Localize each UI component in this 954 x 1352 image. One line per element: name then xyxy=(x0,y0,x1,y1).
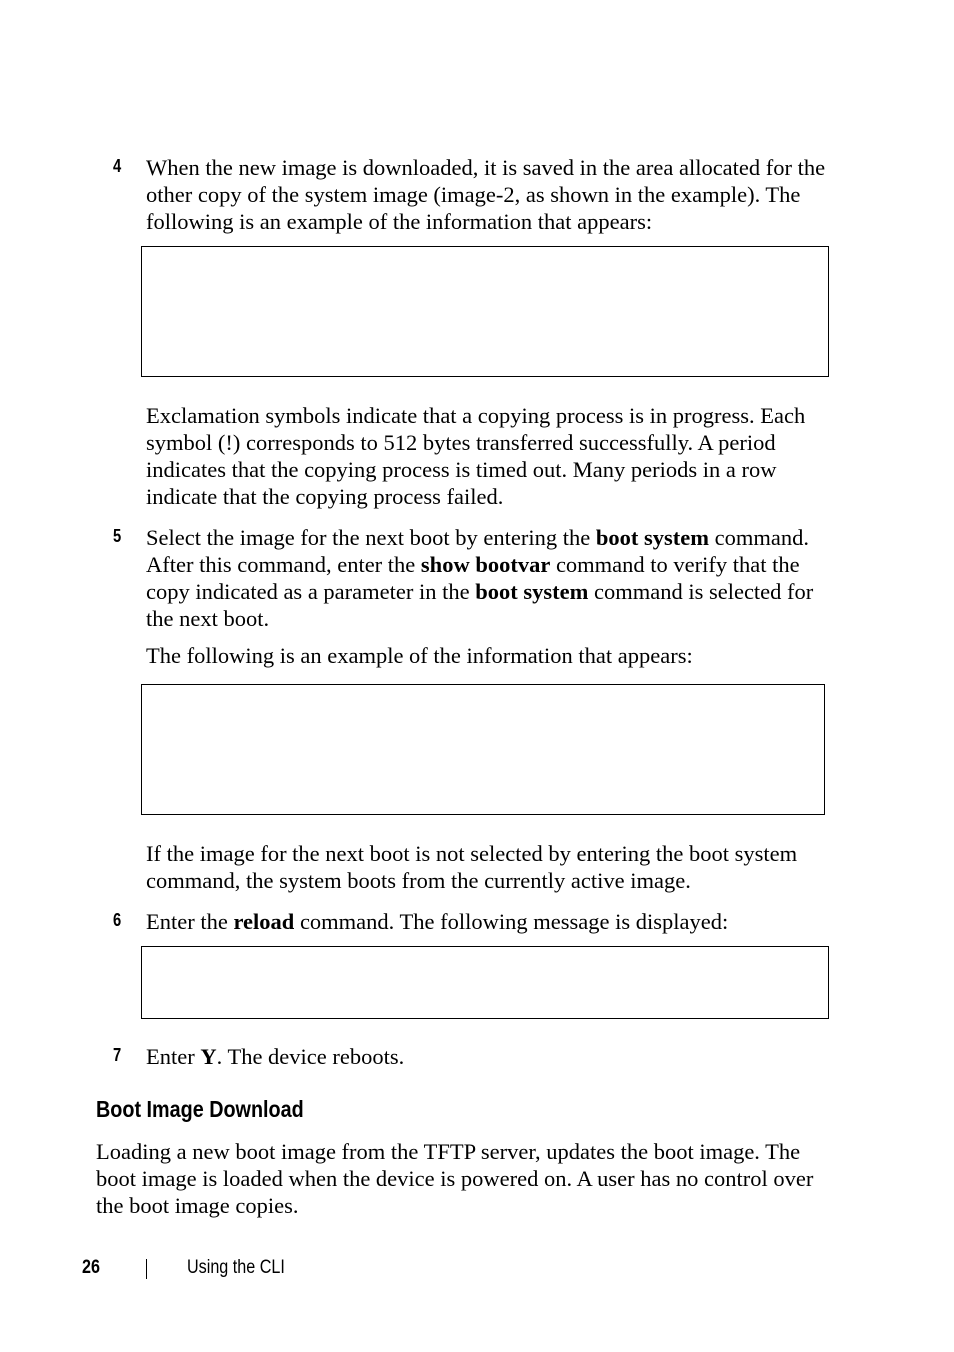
text-run: command is selected for the next boot. xyxy=(146,579,814,631)
text-run: Enter xyxy=(146,1044,201,1069)
text-run: . The device reboots. xyxy=(216,1044,405,1069)
footer-divider xyxy=(146,1259,147,1279)
command-name: show bootvar xyxy=(420,552,551,577)
step-4-note: Exclamation symbols indicate that a copying process is in progress. Each symbol (!) corresponds to 512 bytes transferred successfully. A period indicates that the copying process is timed out. Many periods in a row indicate that the copying process failed. xyxy=(146,403,806,509)
code-example-box xyxy=(141,946,829,1019)
section-body: Loading a new boot image from the TFTP server, updates the boot image. The boot image is loaded when the device is powered on. A user has no control over the boot image copies. xyxy=(96,1139,814,1218)
text-run: command. After this command, enter the xyxy=(146,525,809,577)
key-name: Y xyxy=(200,1044,217,1069)
text-run: command. The following message is displayed: xyxy=(299,909,729,934)
text-run: Enter the xyxy=(146,909,234,934)
step-text: When the new image is downloaded, it is saved in the area allocated for the other copy of the system image (image-2, as shown in the example). The following is an example of the information that appears: xyxy=(146,155,826,234)
step-number: 4 xyxy=(113,156,122,176)
chapter-title: Using the CLI xyxy=(187,1257,285,1278)
step-text xyxy=(146,908,836,935)
command-name: boot system xyxy=(475,579,589,604)
page-number: 26 xyxy=(82,1257,100,1278)
step-number: 6 xyxy=(113,910,122,930)
code-example-box xyxy=(141,246,829,377)
step-number: 7 xyxy=(113,1045,122,1065)
section-heading: Boot Image Download xyxy=(96,1096,304,1122)
code-example-box xyxy=(141,684,825,815)
text-run: Select the image for the next boot by entering the xyxy=(146,525,596,550)
step-5-example-intro: The following is an example of the information that appears: xyxy=(146,643,693,668)
command-name: reload xyxy=(233,909,295,934)
step-text xyxy=(146,1043,836,1070)
step-text xyxy=(146,524,836,632)
command-name: boot system xyxy=(595,525,709,550)
step-number: 5 xyxy=(113,526,122,546)
text-run: command to verify that the copy indicated as a parameter in the xyxy=(146,552,800,604)
step-5-note: If the image for the next boot is not selected by entering the boot system command, the system boots from the currently active image. xyxy=(146,841,798,893)
